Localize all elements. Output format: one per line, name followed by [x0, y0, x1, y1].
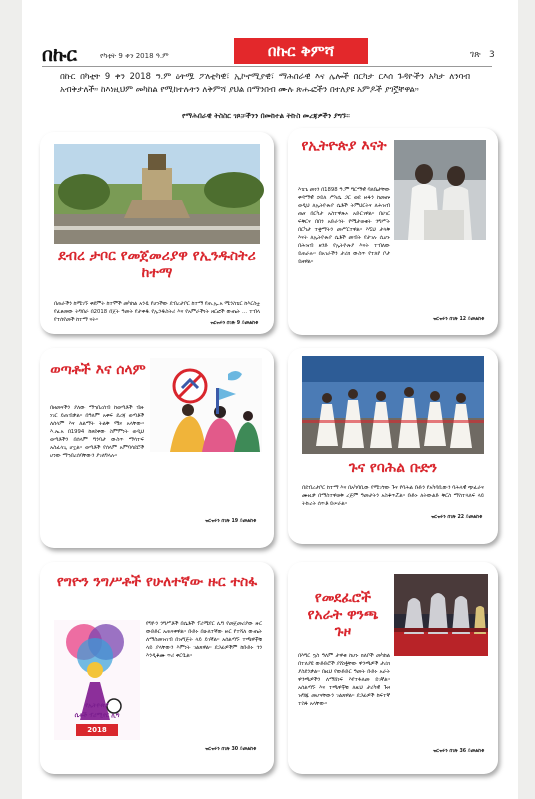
- article-excerpt-continued: [150, 456, 262, 508]
- article-byline: ዝርዝሩን በገጽ 19 ይመልከቱ: [204, 519, 256, 524]
- youth-peace-illustration: [150, 358, 262, 452]
- article-card-debre-tabor[interactable]: [40, 132, 274, 334]
- article-card-gunners-trophies[interactable]: [288, 562, 498, 774]
- social-tagline: የማሕበራዊ ትስስር ገጾቻችንን በመከተል ትኩስ መረጃዎችን ያግኙ።: [182, 112, 350, 120]
- header-divider: [42, 66, 492, 67]
- article-title: የመደፈሮች የአራት ዋንጫ ጉዞ: [307, 590, 379, 640]
- article-title: የግዮን ንግሥቶች የሁለተኛው ዙር ተስፋ: [56, 574, 258, 590]
- masthead-logo: በኩር: [42, 44, 77, 66]
- article-excerpt: በእግር ኳስ ዓለም ታዋቂ ከሆኑ ክለቦች መካከል በተለያዩ ውድድሮች ያሸነፏቸው ዋንጫዎች ታሪክ ያስደንቃል። በዚህ የውድድር ዓመት ቡድኑ አራት ዋንጫዎችን ለማሸነፍ እየተፋለመ ይገኛል። አሰልጣኙ እና ተጫዋቾቹ ለዚህ ታሪካዊ ጉዞ ዝግጁ መሆናቸውን ገልጸዋል። ደጋፊዎች ከፍተኛ ተስፋ አላቸው።: [298, 653, 390, 707]
- league-badge-line2: ሴቶች ፕሪሚየር ሊግ: [74, 712, 120, 719]
- article-excerpt: በዘመናችን ያለው ማኅበረሰብ ከወጣቶች ብዙ ነገር ይጠብቃል። በዓለም አቀፍ ደረጃ ወጣቶች ለሰላም እና ለልማት ትልቅ ሚና አላቸው። እ.ኤ.አ በ1994 ከፀደቀው ስምምነት ወዲህ ወጣቶችን በሰላም ግንባታ ውስጥ ማሳተፍ አስፈላጊ ሆኗል። ወጣቶች የሰላም አምባሳደሮች ሆነው ማኅበረሰባቸውን ያገለግላሉ።: [50, 405, 144, 459]
- intro-paragraph: በኩር በካቲት 9 ቀን 2018 ዓ.ም ዕትሟ ፖለቲካዊ፣ ኢኮኖሚያዊ፣ ማሕበራዊ እና ሌሎች በርካታ ርእሰ ጉዳዮችን አካታ ለንባብ አብቅታለች። ከእነዚህም መካከል የሚከተሉትን ለቅምሻ ያህል በማንበብ ሙሉ ጽሑፎችን በተለያዩ አምዶች ያገኟቸዋል።: [60, 71, 470, 94]
- article-card-guna-cultural-group[interactable]: [288, 348, 498, 544]
- league-badge-line1: የኢትዮጵያ: [85, 702, 109, 709]
- premier-league-logo: [54, 620, 140, 740]
- empress-photo: [394, 140, 486, 240]
- article-byline: ዝርዝሩን በገጽ 30 ይመልከቱ: [204, 747, 256, 752]
- article-card-giyon-queens[interactable]: [40, 562, 274, 774]
- article-excerpt-continued: [394, 244, 488, 310]
- newspaper-page: [22, 0, 518, 799]
- article-excerpt: የግዮን ንግሥቶች በሴቶች ፕሪሚየር ሊግ የመጀመሪያው ዙር ውድድር አጠናቀዋል። ቡድኑ በሁለተኛው ዙር የተሻለ ውጤት ለማስመዝገብ በዝግጅት ላይ ይገኛል። አሰልጣኙ ተጫዋቾቹ ላይ ያላቸውን እምነት ገልጸዋል። ደጋፊዎችም ከቡድኑ ጎን እንዲቆሙ ጥሪ ቀርቧል።: [146, 621, 262, 659]
- guna-dancers-photo: [302, 356, 484, 454]
- article-card-ethiopian-mother[interactable]: [288, 128, 498, 335]
- article-excerpt: እቴጌ መነን በ1898 ዓ.ም ግርማዊ ባለቤታቸው ቀዳማዊ ኃይለ ሥላሴ ጋር ወደ ዙፋን ከመጡ ወዲህ ለኢትዮጵያ ሴቶች ትምህርትና ለሕዝብ ጤና በርካታ አስተዋጽኦ አድርገዋል። በሀገር ፍቅርና በበጎ አድራጎት የሚታወቁት ንግሥት በርካታ ተቋማትን መሥርተዋል። እኚህ ታላቅ እናት ለኢትዮጵያ ሴቶች መብት የታገሉ ሲሆኑ በሕዝብ ዘንድ የኢትዮጵያ እናት ተብለው ይጠራሉ። በአገራችን ታሪክ ውስጥ የተለየ ቦታ ይዘዋል።: [298, 187, 390, 265]
- section-banner: በኩር ቅምሻ: [234, 38, 368, 64]
- page-label: ገጽ: [470, 50, 481, 60]
- article-card-youth-peace[interactable]: [40, 348, 274, 548]
- article-byline: ዝርዝሩን በገጽ 22 ይመልከቱ: [430, 515, 482, 520]
- article-byline: ዝርዝሩን በገጽ 36 ይመልከቱ: [432, 749, 484, 754]
- issue-date: የካቲት 9 ቀን 2018 ዓ.ም: [100, 52, 169, 60]
- article-excerpt: በጠራችን ከሚገኙ ቀደምት ከተሞች መካከል አንዷ የሆነችው ደብረታቦር ከተማ የጠ.ኢ.አ ሚንስቴር ከእርስቷ የፈፀመው ትግበራ በ2018 በጀት ዓመት የታቀዱ የኢንዱስትሪ እና የአምራችነት ዘርፎች ውጤት ... ተብላ የተሰየመች ከተማ ናት።: [54, 301, 260, 323]
- article-byline: ዝርዝሩን በገጽ 9 ይመልከቱ: [210, 321, 258, 326]
- article-title: የኢትዮጵያ እናት: [301, 138, 387, 154]
- article-title: ጉና የባሕል ቡድን: [348, 460, 438, 476]
- article-excerpt-continued: [394, 662, 488, 742]
- article-excerpt: በደብረታቦር ከተማ እና በአካባቢው የሚገኘው ጉና የባሕል ቡድን የአካባቢውን ባሕላዊ ጭፈራና ሙዚቃ በማስተዋወቅ ረጅም ዓመታትን አስቆጥሯል። ቡድኑ ለትውልድ ቅርስ ማስተላለፍ ላይ ትኩረት ሰጥቶ ይሠራል።: [302, 485, 484, 507]
- trophies-photo: [394, 574, 488, 656]
- article-title: ወጣቶች እና ሰላም: [50, 362, 146, 378]
- debre-tabor-photo: [54, 144, 260, 244]
- page-number: [470, 50, 495, 60]
- article-byline: ዝርዝሩን በገጽ 12 ይመልከቱ: [432, 317, 484, 322]
- page-number-value: 3: [488, 50, 495, 60]
- league-badge-year: 2018: [76, 724, 118, 736]
- article-title: ደብረ ታቦር የመጀመሪያዋ የኢንዱስትሪ ከተማ: [58, 248, 256, 281]
